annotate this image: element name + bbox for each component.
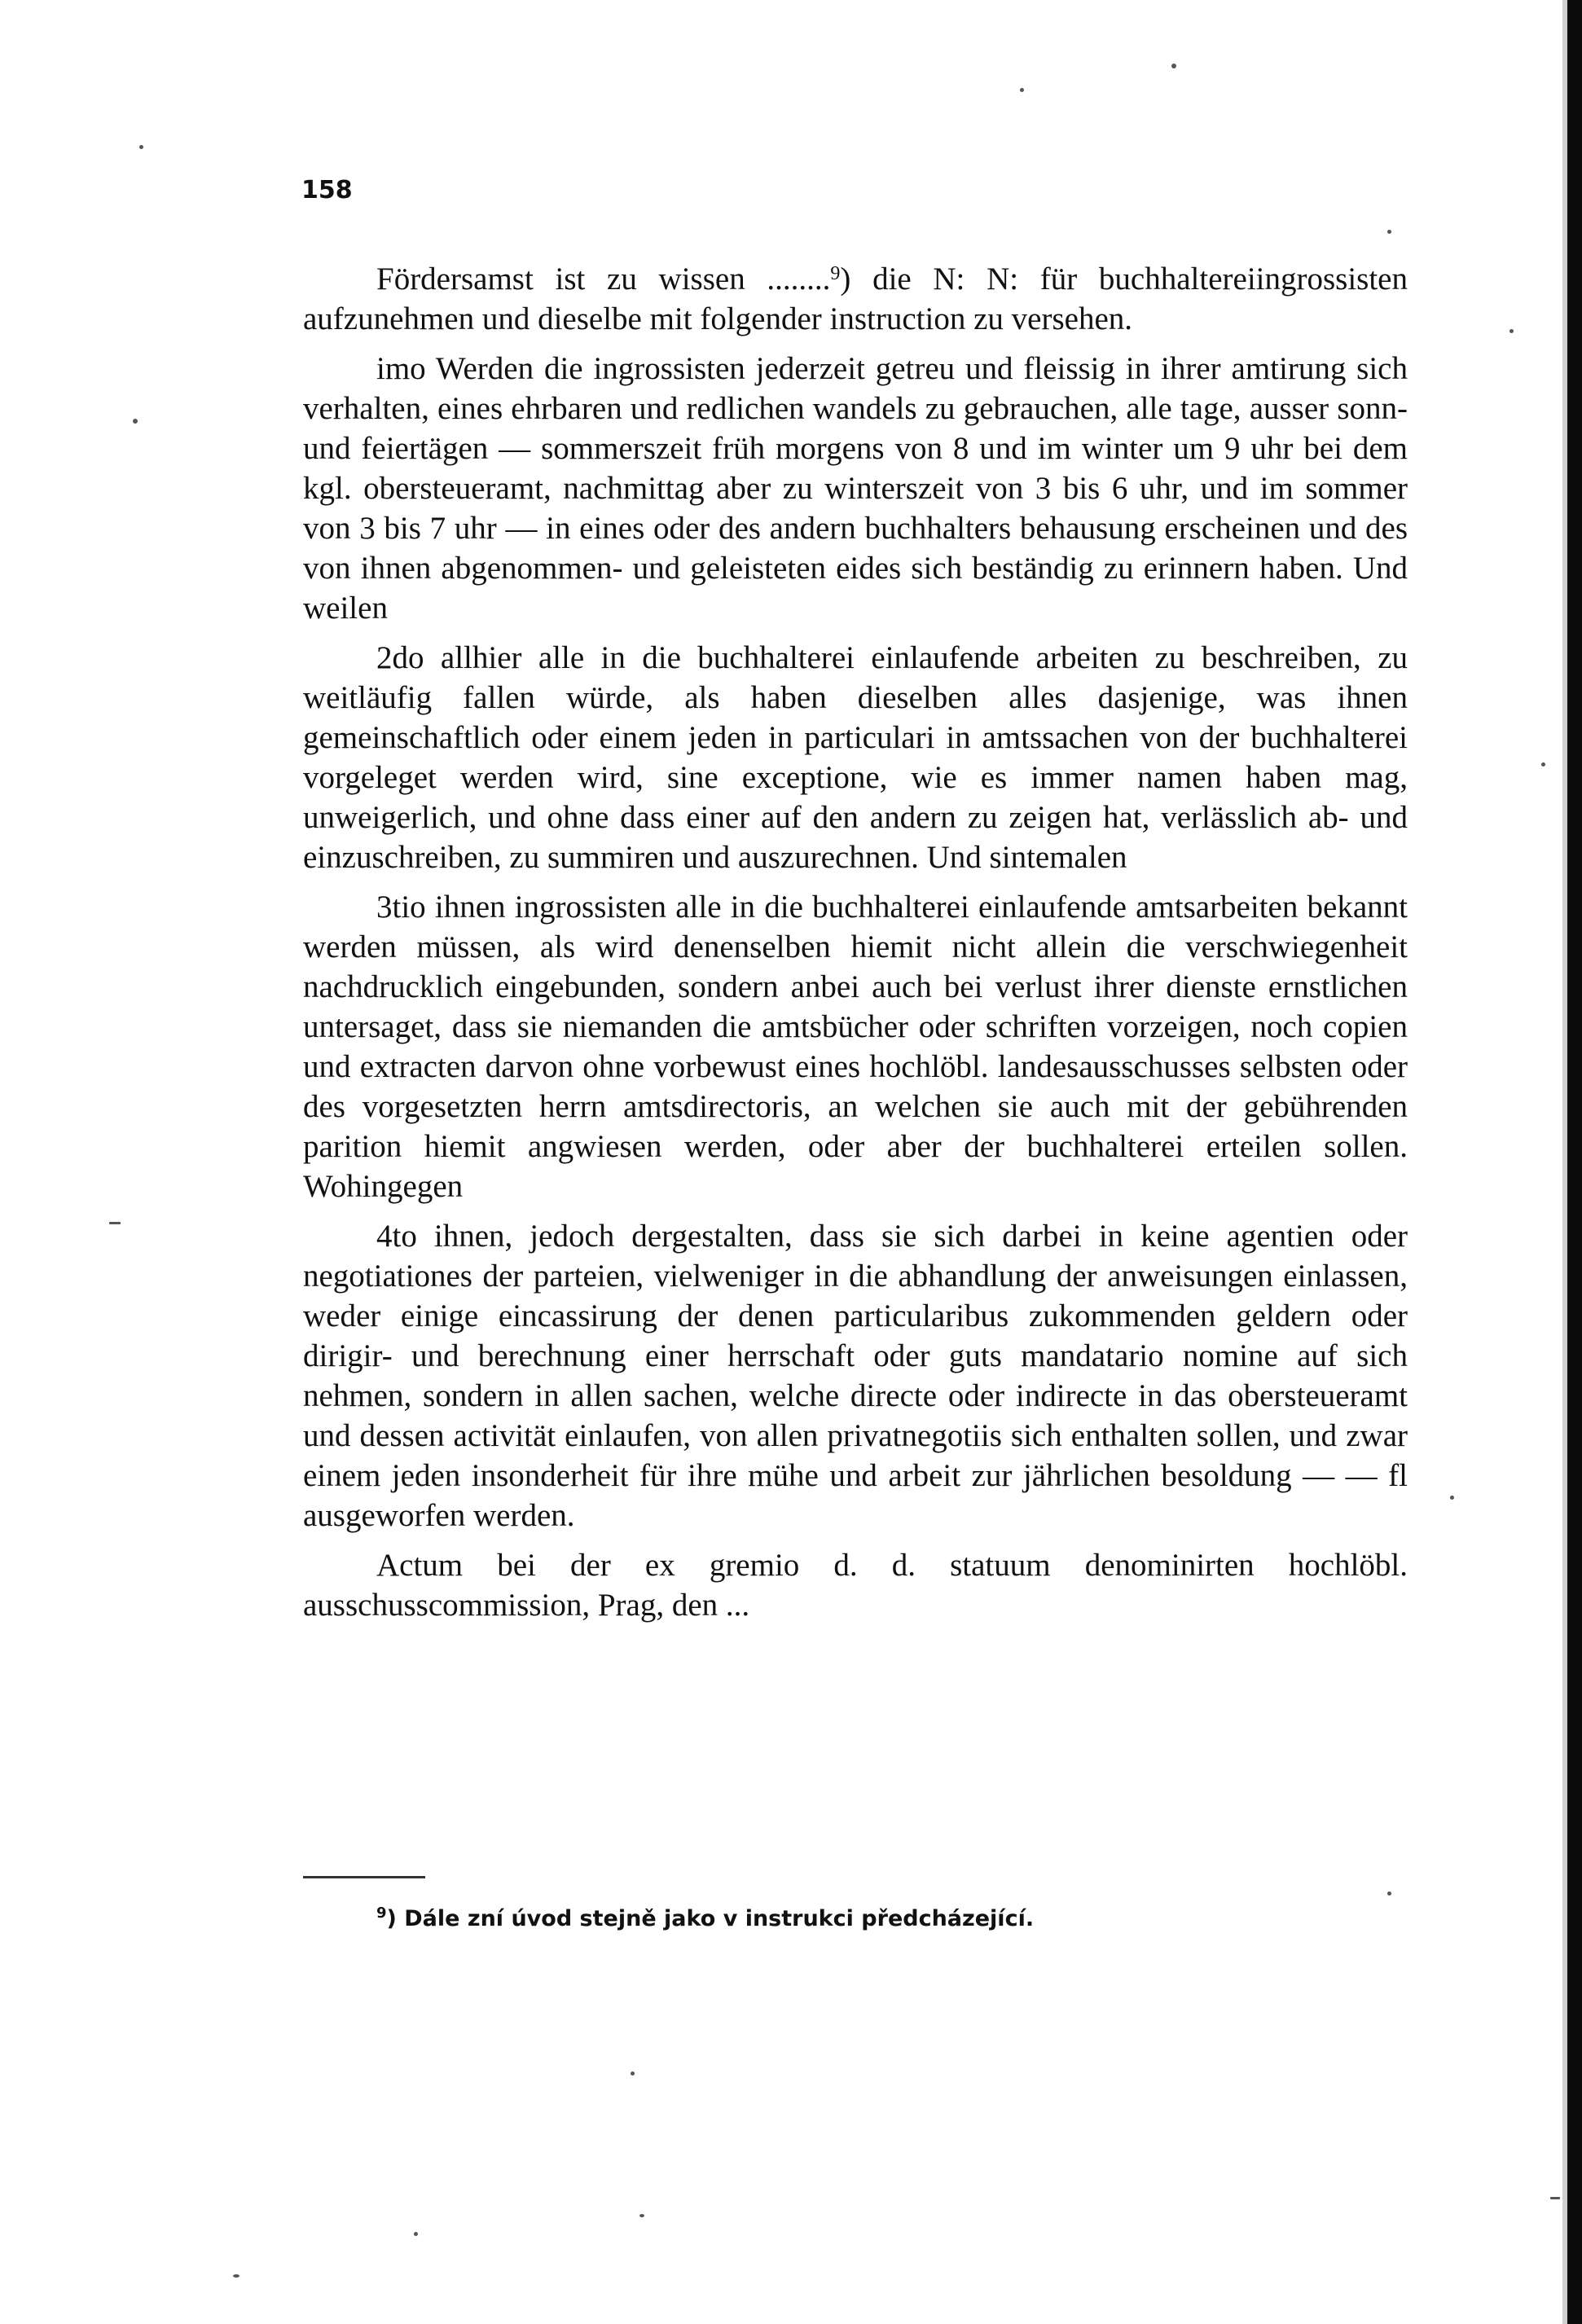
scan-speck: [1020, 88, 1024, 92]
paragraph-1mo: imo Werden die ingrossisten jederzeit getreu und fleissig in ihrer amtirung sich verhalten, eines ehrbaren und redlichen wandels zu gebrauchen, alle tage, ausser sonn- und feiertägen — sommerszeit früh morgens von 8 und im winter um 9 uhr bei dem kgl. obersteueramt, nachmittag aber zu winterszeit von 3 bis 6 uhr, und im sommer von 3 bis 7 uhr — in eines oder des andern buchhalters behausung erscheinen und des von ihnen abgenommen- und geleisteten eides sich beständig zu erinnern haben. Und weilen: [303, 351, 1408, 626]
scan-speck: [139, 145, 143, 149]
scan-speck: [1387, 230, 1391, 234]
page-number: 158: [301, 176, 353, 204]
body-text: [303, 259, 1408, 1635]
scan-speck: [233, 2274, 239, 2278]
paragraph-3tio: 3tio ihnen ingrossisten alle in die buchhalterei einlaufende amtsarbeiten bekannt werden müssen, als wird denenselben hiemit nicht allein die verschwiegenheit nachdrucklich eingebunden, sondern anbei auch bei verlust ihrer dienste ernstlichen untersaget, dass sie niemanden die amtsbücher oder schriften vorzeigen, noch copien und extracten darvon ohne vorbewust eines hochlöbl. landesausschusses selbsten oder des vorgesetzten herrn amtsdirectoris, an welchen sie auch mit der gebührenden parition hiemit angwiesen werden, oder aber der buchhalterei erteilen sollen. Wohingegen: [303, 890, 1408, 1204]
paragraph-intro-rest: ) die N: N: für buchhaltereiingrossisten aufzunehmen und dieselbe mit folgender instruction zu versehen.: [303, 261, 1408, 336]
scan-speck: [1450, 1496, 1454, 1500]
paragraph-4to: 4to ihnen, jedoch dergestalten, dass sie sich darbei in keine agentien oder negotiationes der parteien, vielweniger in die abhandlung der anweisungen einlassen, weder einige eincassirung der denen particularibus zukommenden geldern oder dirigir- und berechnung einer herrschaft oder guts mandatario nomine auf sich nehmen, sondern in allen sachen, welche directe oder indirecte in das obersteueramt und dessen activität einlaufen, von allen privatnegotiis sich enthalten sollen, und zwar einem jeden insonderheit für ihre mühe und arbeit zur jährlichen besoldung — — fl ausgeworfen werden.: [303, 1219, 1408, 1533]
footnote-text: ) Dále zní úvod stejně jako v instrukci předcházející.: [386, 1906, 1035, 1931]
scan-speck: [1550, 2197, 1560, 2199]
scan-speck: [133, 419, 138, 424]
scan-speck: [109, 1222, 121, 1224]
scan-speck: [1509, 329, 1514, 333]
footnote-separator: [303, 1876, 425, 1878]
footnote-reference: 9: [830, 263, 841, 284]
scan-speck: [414, 2232, 418, 2236]
paragraph-intro-start: Fördersamst ist zu wissen ........: [376, 261, 831, 297]
scan-dark-edge: [1567, 0, 1582, 2324]
scan-speck: [1541, 762, 1545, 767]
paragraph-intro: [303, 259, 1408, 339]
scan-speck: [631, 2071, 635, 2076]
footnote: [376, 1904, 1034, 1931]
scan-speck: [639, 2214, 644, 2217]
scan-speck: [1171, 64, 1176, 68]
scan-speck: [1387, 1891, 1391, 1896]
paragraph-actum: Actum bei der ex gremio d. d. statuum denominirten hochlöbl. ausschusscommission, Prag, den ...: [303, 1548, 1408, 1623]
footnote-mark: 9: [376, 1904, 387, 1922]
paragraph-2do: 2do allhier alle in die buchhalterei einlaufende arbeiten zu beschreiben, zu weitläufig fallen würde, als haben dieselben alles dasjenige, was ihnen gemeinschaftlich oder einem jeden in particulari in amtssachen von der buchhalterei vorgeleget werden wird, sine exceptione, wie es immer namen haben mag, unweigerlich, und ohne dass einer auf den andern zu zeigen hat, verlässlich ab- und einzuschreiben, zu summiren und auszurechnen. Und sintemalen: [303, 640, 1408, 875]
